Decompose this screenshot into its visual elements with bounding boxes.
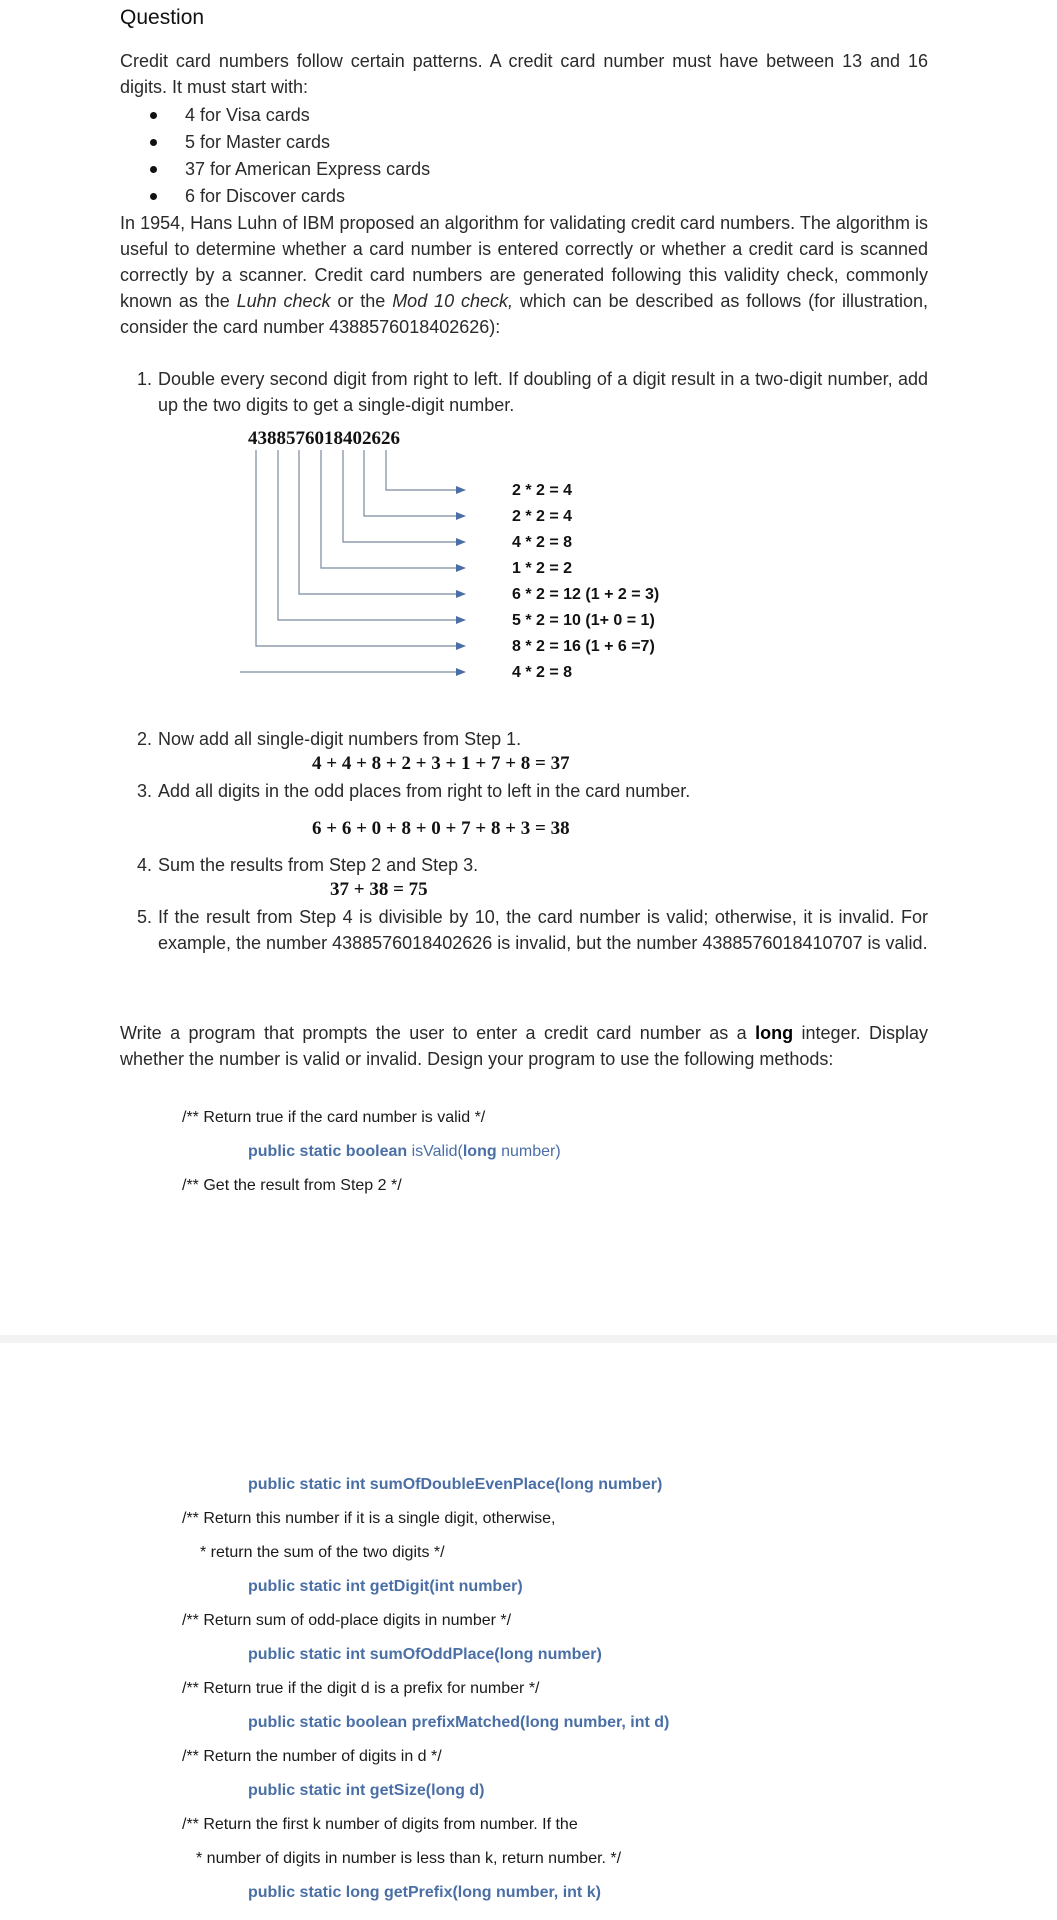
code-comment: /** Return sum of odd-place digits in number */ <box>182 1612 512 1629</box>
code-signature: public static boolean prefixMatched(long number, int d) <box>248 1714 670 1731</box>
doubling-result: 2 * 2 = 4 <box>512 482 573 499</box>
task-text-1: Write a program that prompts the user to enter a credit card number as a <box>120 1023 756 1043</box>
doubling-result: 2 * 2 = 4 <box>512 508 573 525</box>
step-2-calc: 4 + 4 + 8 + 2 + 3 + 1 + 7 + 8 = 37 <box>312 753 570 774</box>
step-3-calc: 6 + 6 + 0 + 8 + 0 + 7 + 8 + 3 = 38 <box>312 818 570 839</box>
code-signature-isvalid <box>248 1143 561 1161</box>
doubling-result: 4 * 2 = 8 <box>512 664 573 681</box>
arrow-head <box>456 564 466 572</box>
arrow-head <box>456 538 466 546</box>
list-item: 37 for American Express cards <box>148 156 430 183</box>
page-divider <box>0 1335 1057 1343</box>
step-number: 4. <box>136 855 152 875</box>
luhn-paragraph <box>120 210 928 340</box>
code-comment: /** Return true if the digit d is a prefix for number */ <box>182 1680 540 1697</box>
doubling-result: 8 * 2 = 16 (1 + 6 =7) <box>512 638 655 655</box>
step-4 <box>118 852 478 878</box>
code-comment: /** Get the result from Step 2 */ <box>182 1177 402 1194</box>
step-3 <box>118 778 690 804</box>
task-text-2: integer. Display whether the number is valid or invalid. Design your program to use the following methods: <box>120 1023 928 1069</box>
intro-paragraph: Credit card numbers follow certain patterns. A credit card number must have between 13 and 16 digits. It must start with: <box>120 51 928 97</box>
step-text: Now add all single-digit numbers from Step 1. <box>158 729 522 749</box>
code-keyword: public static boolean <box>248 1143 412 1160</box>
diagram-connector <box>240 450 456 672</box>
diagram-connector <box>386 450 456 490</box>
step-text: Double every second digit from right to left. If doubling of a digit result in a two-digit number, add up the two digits to get a single-digit number. <box>158 369 928 415</box>
step-5 <box>118 904 928 956</box>
step-number: 5. <box>136 907 152 927</box>
luhn-text-1: In 1954, Hans Luhn of IBM proposed an algorithm for validating credit card numbers. The algorithm is useful to determine whether a card number is entered correctly or whether a credit card is scanned correctly by a scanner. Credit card numbers are generated following this validity check, commonly known as the <box>120 213 928 311</box>
step-1 <box>118 366 928 418</box>
doubling-diagram <box>240 448 500 678</box>
code-param: number) <box>496 1143 561 1160</box>
step-number: 2. <box>136 729 152 749</box>
code-signature: public static int sumOfDoubleEvenPlace(long number) <box>248 1476 663 1493</box>
code-method-name: isValid( <box>411 1143 463 1160</box>
code-signature: public static int sumOfOddPlace(long number) <box>248 1646 602 1663</box>
code-comment: * return the sum of the two digits */ <box>200 1544 445 1561</box>
card-prefix-list <box>148 102 430 210</box>
doubling-result: 1 * 2 = 2 <box>512 560 573 577</box>
arrow-head <box>456 642 466 650</box>
diagram-connector <box>256 450 456 646</box>
code-comment: /** Return this number if it is a single digit, otherwise, <box>182 1510 556 1527</box>
doubling-result: 4 * 2 = 8 <box>512 534 573 551</box>
luhn-text-2: or the <box>330 291 393 311</box>
code-comment: /** Return true if the card number is valid */ <box>182 1109 486 1126</box>
list-item: 5 for Master cards <box>148 129 430 156</box>
step-4-calc: 37 + 38 = 75 <box>330 879 428 900</box>
code-comment: * number of digits in number is less than k, return number. */ <box>196 1850 622 1867</box>
doubling-results <box>512 478 659 686</box>
diagram-connector <box>343 450 456 542</box>
step-number: 3. <box>136 781 152 801</box>
step-text: Sum the results from Step 2 and Step 3. <box>158 855 479 875</box>
code-signature: public static long getPrefix(long number, int k) <box>248 1884 601 1901</box>
arrow-head <box>456 486 466 494</box>
diagram-card-number: 4388576018402626 <box>248 428 400 449</box>
arrow-head <box>456 668 466 676</box>
code-signature: public static int getSize(long d) <box>248 1782 485 1799</box>
step-2 <box>118 726 521 752</box>
code-comment: /** Return the number of digits in d */ <box>182 1748 442 1765</box>
mod10-check-term: Mod 10 check, <box>392 291 513 311</box>
long-keyword: long <box>755 1023 794 1043</box>
list-item: 6 for Discover cards <box>148 183 430 210</box>
code-signature: public static int getDigit(int number) <box>248 1578 523 1595</box>
luhn-check-term: Luhn check <box>236 291 331 311</box>
diagram-connector <box>364 450 456 516</box>
arrow-head <box>456 512 466 520</box>
luhn-text-3: which can be described as follows (for illustration, consider the card number 4388576018402626): <box>120 291 929 337</box>
doubling-result: 5 * 2 = 10 (1+ 0 = 1) <box>512 612 655 629</box>
arrow-head <box>456 616 466 624</box>
step-number: 1. <box>136 369 152 389</box>
arrow-head <box>456 590 466 598</box>
diagram-connector <box>299 450 456 594</box>
list-item: 4 for Visa cards <box>148 102 430 129</box>
question-title: Question <box>120 6 205 29</box>
doubling-result: 6 * 2 = 12 (1 + 2 = 3) <box>512 586 660 603</box>
step-text: Add all digits in the odd places from right to left in the card number. <box>158 781 691 801</box>
diagram-connector <box>321 450 456 568</box>
step-text: If the result from Step 4 is divisible by 10, the card number is valid; otherwise, it is invalid. For example, the number 4388576018402626 is invalid, but the number 4388576018410707 is valid. <box>158 907 928 953</box>
code-keyword: long <box>462 1143 497 1160</box>
task-paragraph <box>120 1020 928 1072</box>
code-comment: /** Return the first k number of digits from number. If the <box>182 1816 578 1833</box>
